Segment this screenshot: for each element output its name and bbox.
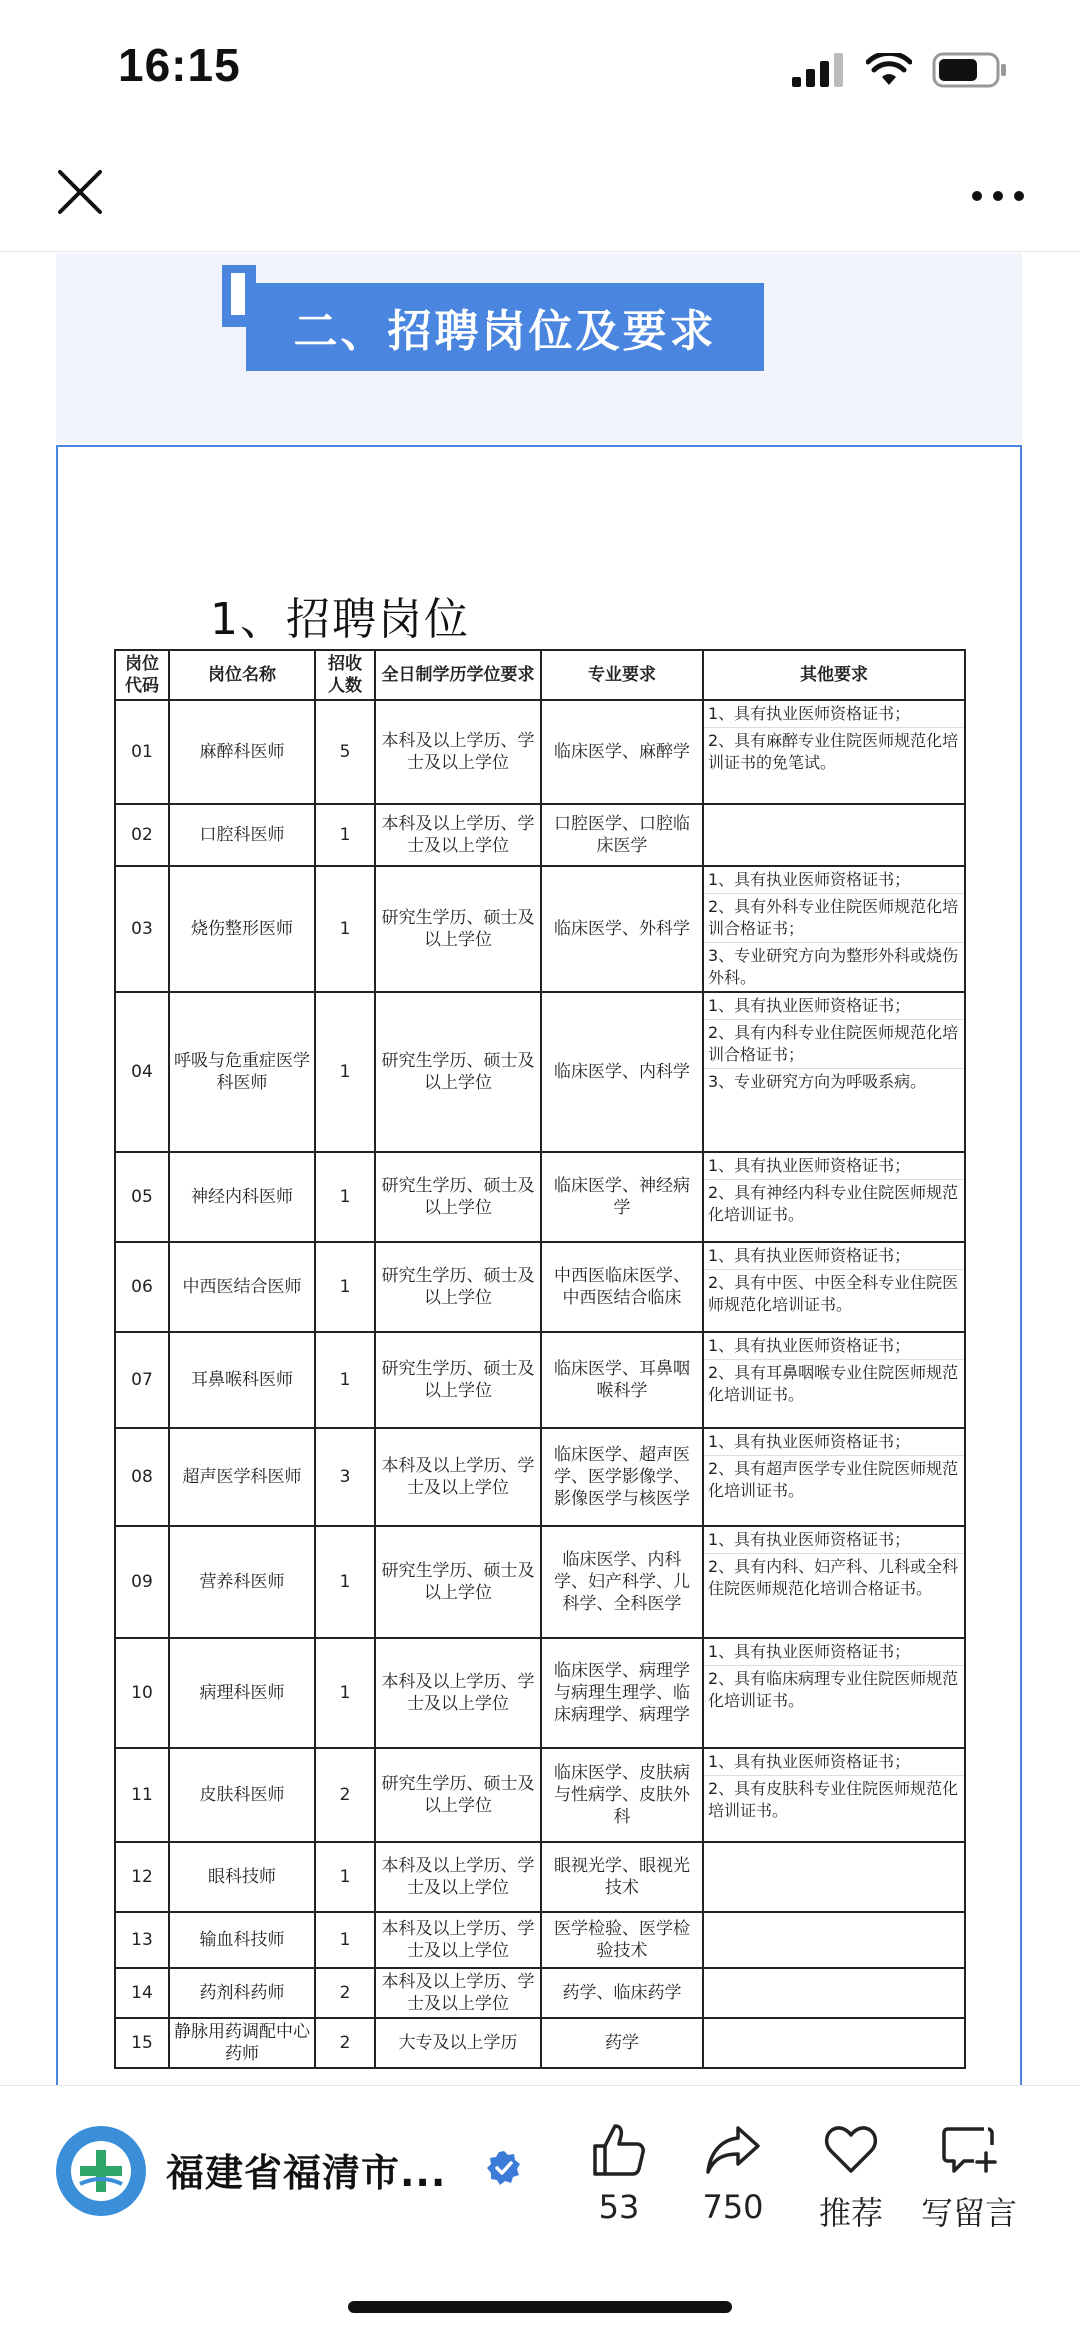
header-name: 岗位名称: [169, 650, 315, 700]
other-requirement-line: 2、具有麻醉专业住院医师规范化培训证书的免笔试。: [708, 731, 959, 772]
cell-other: [703, 2018, 965, 2068]
table-row: [115, 1242, 965, 1332]
other-requirement-line: 1、具有执业医师资格证书；: [704, 1749, 964, 1776]
other-requirement-line: 1、具有执业医师资格证书；: [704, 701, 964, 728]
more-button[interactable]: [968, 166, 1028, 226]
bottom-bar: [0, 2085, 1080, 2337]
cell-code: 02: [115, 804, 169, 866]
cell-num: 2: [315, 2018, 375, 2068]
cell-other: [703, 1748, 965, 1842]
cell-other: [703, 1242, 965, 1332]
cell-num: 1: [315, 1526, 375, 1638]
cell-code: 06: [115, 1242, 169, 1332]
status-time: 16:15: [118, 39, 241, 91]
cell-major: 医学检验、医学检验技术: [541, 1912, 703, 1968]
section-title: 1、招聘岗位: [210, 594, 470, 645]
signal-icon: [792, 53, 846, 87]
more-icon: [971, 190, 1025, 202]
close-icon: [57, 169, 103, 215]
cell-other: [703, 1842, 965, 1912]
cell-major: 临床医学、病理学与病理生理学、临床病理学、病理学: [541, 1638, 703, 1748]
header-num: 招收 人数: [315, 650, 375, 700]
heart-icon: [823, 2125, 879, 2175]
other-requirement-line: 2、具有超声医学专业住院医师规范化培训证书。: [708, 1459, 959, 1500]
cell-num: 1: [315, 1638, 375, 1748]
cell-code: 11: [115, 1748, 169, 1842]
cell-name: 病理科医师: [169, 1638, 315, 1748]
table-row: [115, 866, 965, 992]
cell-num: 1: [315, 992, 375, 1152]
cell-major: 临床医学、耳鼻咽喉科学: [541, 1332, 703, 1428]
cell-other: [703, 700, 965, 804]
cell-code: 15: [115, 2018, 169, 2068]
cell-name: 输血科技师: [169, 1912, 315, 1968]
table-row: [115, 700, 965, 804]
cell-code: 12: [115, 1842, 169, 1912]
close-button[interactable]: [50, 162, 110, 222]
table-row: [115, 992, 965, 1152]
share-button[interactable]: [678, 2120, 788, 2226]
cell-major: 临床医学、神经病学: [541, 1152, 703, 1242]
jobs-table: [114, 649, 966, 2069]
other-requirement-line: 1、具有执业医师资格证书；: [704, 867, 964, 894]
cell-code: 04: [115, 992, 169, 1152]
table-row: [115, 1152, 965, 1242]
account-avatar[interactable]: [56, 2126, 146, 2216]
cell-edu: 大专及以上学历: [375, 2018, 541, 2068]
other-requirement-line: 1、具有执业医师资格证书；: [704, 1429, 964, 1456]
cell-edu: 本科及以上学历、学士及以上学位: [375, 1842, 541, 1912]
cell-other: [703, 866, 965, 992]
share-icon: [704, 2124, 762, 2176]
other-requirement-line: 1、具有执业医师资格证书；: [704, 1153, 964, 1180]
cell-edu: 研究生学历、硕士及以上学位: [375, 1332, 541, 1428]
cell-edu: 本科及以上学历、学士及以上学位: [375, 1638, 541, 1748]
other-requirement-line: 1、具有执业医师资格证书；: [704, 993, 964, 1020]
cell-major: 药学、临床药学: [541, 1968, 703, 2018]
cell-name: 耳鼻喉科医师: [169, 1332, 315, 1428]
cell-name: 药剂科药师: [169, 1968, 315, 2018]
other-requirement-line: 2、具有耳鼻咽喉专业住院医师规范化培训证书。: [708, 1363, 959, 1404]
cell-name: 呼吸与危重症医学科医师: [169, 992, 315, 1152]
article-content[interactable]: [0, 253, 1080, 2085]
other-requirement-line: 2、具有外科专业住院医师规范化培训合格证书；: [704, 894, 964, 943]
cell-num: 3: [315, 1428, 375, 1526]
other-requirement-line: 2、具有神经内科专业住院医师规范化培训证书。: [708, 1183, 959, 1224]
verified-icon: [486, 2150, 522, 2186]
cell-edu: 本科及以上学历、学士及以上学位: [375, 1912, 541, 1968]
cell-code: 09: [115, 1526, 169, 1638]
table-row: [115, 1968, 965, 2018]
cell-edu: 研究生学历、硕士及以上学位: [375, 992, 541, 1152]
thumbs-up-icon: [591, 2122, 647, 2178]
cell-num: 1: [315, 1912, 375, 1968]
recommend-label: 推荐: [818, 2194, 883, 2232]
cell-num: 1: [315, 1332, 375, 1428]
cell-num: 1: [315, 866, 375, 992]
header-other: 其他要求: [703, 650, 965, 700]
cell-edu: 本科及以上学历、学士及以上学位: [375, 700, 541, 804]
table-row: [115, 1526, 965, 1638]
cell-name: 静脉用药调配中心药师: [169, 2018, 315, 2068]
cell-edu: 研究生学历、硕士及以上学位: [375, 866, 541, 992]
cell-other: [703, 1638, 965, 1748]
cell-name: 麻醉科医师: [169, 700, 315, 804]
cell-code: 14: [115, 1968, 169, 2018]
cell-major: 临床医学、皮肤病与性病学、皮肤外科: [541, 1748, 703, 1842]
battery-icon: [932, 52, 1008, 88]
table-header-row: [115, 650, 965, 700]
other-requirement-line: 2、具有内科专业住院医师规范化培训合格证书；: [704, 1020, 964, 1069]
cell-name: 皮肤科医师: [169, 1748, 315, 1842]
cell-other: [703, 1968, 965, 2018]
cell-edu: 本科及以上学历、学士及以上学位: [375, 1968, 541, 2018]
cell-other: [703, 992, 965, 1152]
cell-num: 2: [315, 1968, 375, 2018]
cell-name: 眼科技师: [169, 1842, 315, 1912]
cell-edu: 本科及以上学历、学士及以上学位: [375, 804, 541, 866]
cell-num: 2: [315, 1748, 375, 1842]
cell-name: 中西医结合医师: [169, 1242, 315, 1332]
table-row: [115, 1332, 965, 1428]
table-row: [115, 2018, 965, 2068]
other-requirement-line: 1、具有执业医师资格证书；: [704, 1243, 964, 1270]
cell-num: 1: [315, 804, 375, 866]
cell-name: 烧伤整形医师: [169, 866, 315, 992]
cell-name: 神经内科医师: [169, 1152, 315, 1242]
status-bar: [0, 0, 1080, 140]
other-requirement-line: 3、专业研究方向为整形外科或烧伤外科。: [708, 946, 959, 987]
cell-code: 10: [115, 1638, 169, 1748]
nav-bar: [0, 140, 1080, 252]
table-row: [115, 1428, 965, 1526]
comment-label: 写留言: [920, 2194, 1017, 2232]
account-name[interactable]: 福建省福清市...: [166, 2151, 447, 2195]
other-requirement-line: 2、具有皮肤科专业住院医师规范化培训证书。: [708, 1779, 959, 1820]
like-button[interactable]: [564, 2120, 674, 2226]
status-icons: [792, 52, 1008, 88]
comment-icon: [940, 2123, 998, 2177]
cell-edu: 本科及以上学历、学士及以上学位: [375, 1428, 541, 1526]
cell-major: 临床医学、内科学: [541, 992, 703, 1152]
cell-major: 药学: [541, 2018, 703, 2068]
cell-other: [703, 1526, 965, 1638]
cell-other: [703, 1912, 965, 1968]
cell-other: [703, 1428, 965, 1526]
cell-code: 08: [115, 1428, 169, 1526]
other-requirement-line: 1、具有执业医师资格证书；: [704, 1527, 964, 1554]
cell-major: 临床医学、内科学、妇产科学、儿科学、全科医学: [541, 1526, 703, 1638]
cell-other: [703, 1332, 965, 1428]
cell-code: 01: [115, 700, 169, 804]
table-row: [115, 1842, 965, 1912]
cell-num: 1: [315, 1152, 375, 1242]
cell-edu: 研究生学历、硕士及以上学位: [375, 1526, 541, 1638]
header-code: 岗位 代码: [115, 650, 169, 700]
cell-major: 临床医学、超声医学、医学影像学、影像医学与核医学: [541, 1428, 703, 1526]
table-row: [115, 1638, 965, 1748]
cell-name: 营养科医师: [169, 1526, 315, 1638]
cell-edu: 研究生学历、硕士及以上学位: [375, 1152, 541, 1242]
cell-major: 口腔医学、口腔临床医学: [541, 804, 703, 866]
recommend-button[interactable]: [796, 2120, 906, 2234]
cell-other: [703, 1152, 965, 1242]
hospital-logo-icon: [56, 2126, 146, 2216]
cell-name: 口腔科医师: [169, 804, 315, 866]
other-requirement-line: 1、具有执业医师资格证书；: [704, 1639, 964, 1666]
header-major: 专业要求: [541, 650, 703, 700]
other-requirement-line: 1、具有执业医师资格证书；: [704, 1333, 964, 1360]
comment-button[interactable]: [914, 2120, 1024, 2234]
table-row: [115, 804, 965, 866]
table-row: [115, 1912, 965, 1968]
cell-major: 眼视光学、眼视光技术: [541, 1842, 703, 1912]
share-count: 750: [702, 2188, 764, 2226]
cell-major: 临床医学、外科学: [541, 866, 703, 992]
cell-code: 03: [115, 866, 169, 992]
table-row: [115, 1748, 965, 1842]
cell-major: 中西医临床医学、中西医结合临床: [541, 1242, 703, 1332]
cell-code: 07: [115, 1332, 169, 1428]
cell-edu: 研究生学历、硕士及以上学位: [375, 1242, 541, 1332]
cell-major: 临床医学、麻醉学: [541, 700, 703, 804]
cell-code: 13: [115, 1912, 169, 1968]
section-banner: 二、招聘岗位及要求: [246, 283, 764, 371]
cell-edu: 研究生学历、硕士及以上学位: [375, 1748, 541, 1842]
cell-other: [703, 804, 965, 866]
other-requirement-line: 2、具有临床病理专业住院医师规范化培训证书。: [708, 1669, 959, 1710]
cell-num: 5: [315, 700, 375, 804]
cell-name: 超声医学科医师: [169, 1428, 315, 1526]
wifi-icon: [866, 53, 912, 87]
header-edu: 全日制学历学位要求: [375, 650, 541, 700]
cell-num: 1: [315, 1242, 375, 1332]
cell-code: 05: [115, 1152, 169, 1242]
cell-num: 1: [315, 1842, 375, 1912]
home-indicator[interactable]: [348, 2301, 732, 2313]
like-count: 53: [598, 2188, 640, 2226]
other-requirement-line: 2、具有内科、妇产科、儿科或全科住院医师规范化培训合格证书。: [708, 1557, 959, 1598]
other-requirement-line: 2、具有中医、中医全科专业住院医师规范化培训证书。: [708, 1273, 959, 1314]
other-requirement-line: 3、专业研究方向为呼吸系病。: [708, 1072, 927, 1091]
